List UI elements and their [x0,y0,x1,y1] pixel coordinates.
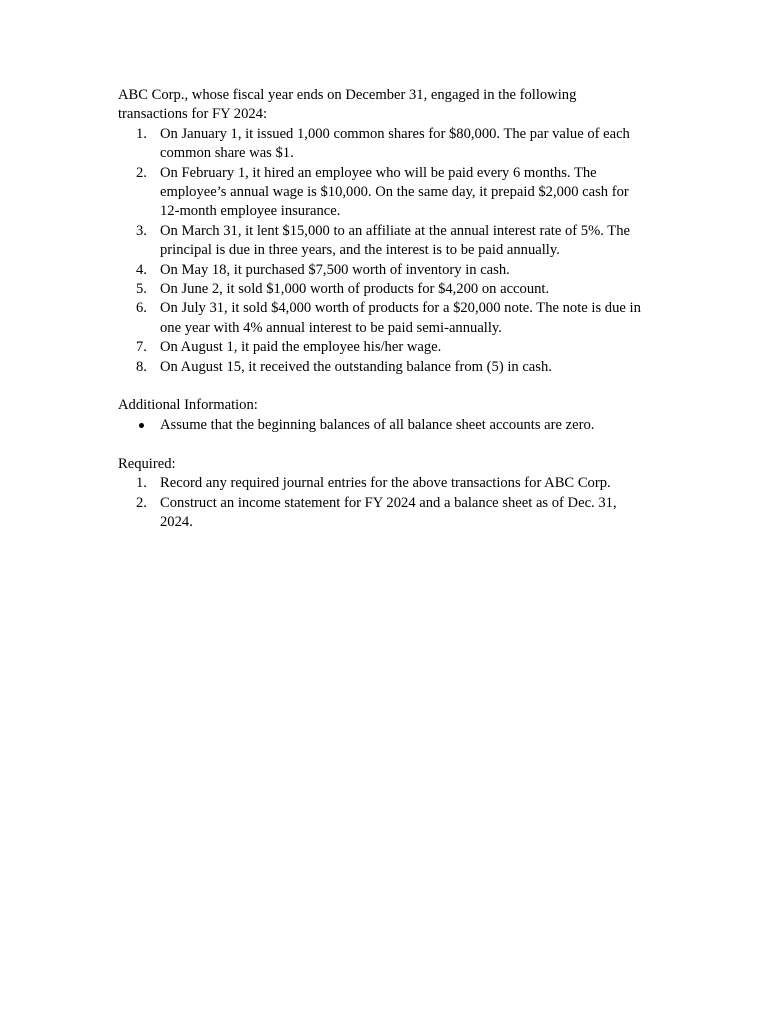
transaction-text: On February 1, it hired an employee who will be paid every 6 months. The employee’s annual wage is $10,000. On the same day, it prepaid $2,000 cash for 12-month employee insurance. [160,164,629,220]
list-number: 3. [136,222,147,239]
transaction-text: On June 2, it sold $1,000 worth of products for $4,200 on account. [160,281,550,298]
transaction-item [118,125,648,164]
additional-info-heading: Additional Information: [118,397,258,414]
transaction-text: On July 31, it sold $4,000 worth of products for a $20,000 note. The note is due in one year with 4% annual interest to be paid semi-annually. [160,300,641,336]
spacer [118,435,648,454]
required-heading: Required: [118,455,176,472]
transaction-item [118,338,648,357]
transactions-list [118,125,648,377]
list-number: 2. [136,164,147,181]
list-number: 6. [136,300,147,317]
transaction-text: On August 15, it received the outstanding balance from (5) in cash. [160,358,552,375]
transaction-item [118,280,648,299]
transaction-text: On August 1, it paid the employee his/her wage. [160,339,442,356]
list-number: 1. [136,125,147,142]
transaction-item [118,164,648,222]
additional-info-list [118,416,648,435]
list-number: 7. [136,339,147,356]
required-text: Record any required journal entries for the above transactions for ABC Corp. [160,475,611,492]
list-number: 1. [136,475,147,492]
required-item [118,494,648,533]
transaction-text: On May 18, it purchased $7,500 worth of inventory in cash. [160,261,510,278]
list-number: 4. [136,261,147,278]
transaction-item [118,358,648,377]
transaction-text: On January 1, it issued 1,000 common shares for $80,000. The par value of each common share was $1. [160,125,630,162]
list-number: 5. [136,281,147,298]
intro-paragraph: ABC Corp., whose fiscal year ends on December 31, engaged in the following transactions for FY 2024: [118,87,577,123]
transaction-item [118,261,648,280]
required-item [118,474,648,493]
transaction-text: On March 31, it lent $15,000 to an affiliate at the annual interest rate of 5%. The principal is due in three years, and the interest is to be paid annually. [160,222,630,259]
spacer [118,377,648,396]
document-page [118,86,648,532]
required-text: Construct an income statement for FY 2024 and a balance sheet as of Dec. 31, 2024. [160,494,617,530]
bullet-icon [139,423,144,428]
list-number: 2. [136,494,147,511]
bullet-text: Assume that the beginning balances of all balance sheet accounts are zero. [160,416,595,433]
required-list [118,474,648,532]
bullet-item [118,416,648,435]
transaction-item [118,222,648,261]
transaction-item [118,299,648,338]
list-number: 8. [136,358,147,375]
